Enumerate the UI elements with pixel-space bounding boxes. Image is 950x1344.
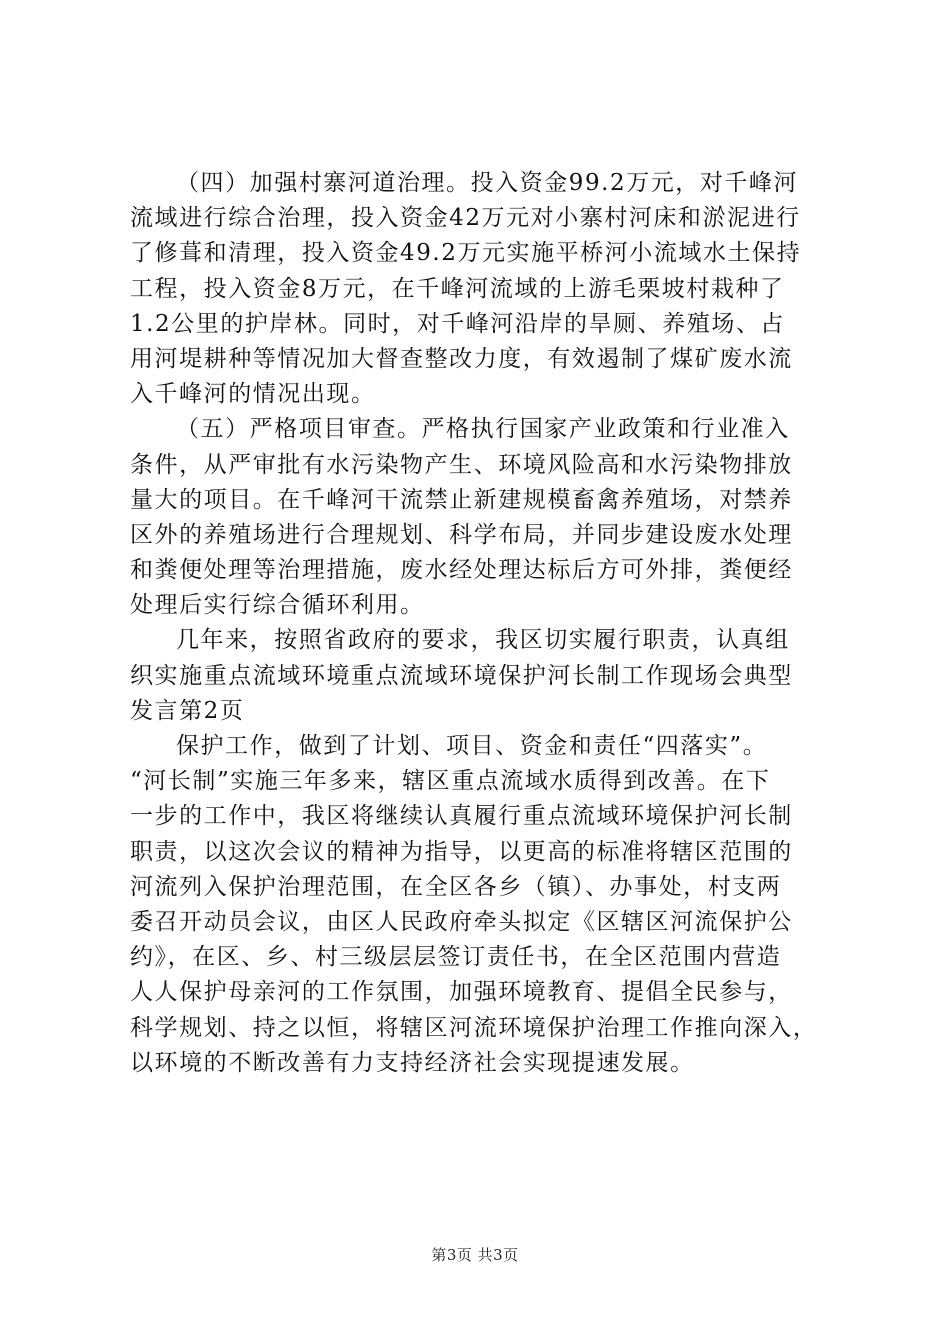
document-body (130, 166, 830, 1081)
paragraph-5-line: 区外的养殖场进行合理规划、科学布局，并同步建设废水处理 (130, 521, 793, 548)
paragraph-4-line: 1.2公里的护岸林。同时，对千峰河沿岸的旱厕、养殖场、占 (130, 310, 785, 337)
paragraph-4-line: 了修葺和清理，投入资金49.2万元实施平桥河小流域水土保持 (130, 240, 802, 267)
paragraph-4-line: 流域进行综合治理，投入资金42万元对小寨村河床和淤泥进行 (130, 205, 801, 232)
paragraph-conclusion-line: 约》，在区、乡、村三级层层签订责任书，在全区范围内营造 (130, 944, 782, 971)
paragraph-5-line: 量大的项目。在千峰河干流禁止新建规模畜禽养殖场，对禁养 (130, 486, 793, 513)
paragraph-conclusion-line: 科学规划、持之以恒，将辖区河流环境保护治理工作推向深入， (130, 1014, 818, 1041)
paragraph-conclusion-line: 职责，以这次会议的精神为指导，以更高的标准将辖区范围的 (130, 838, 793, 865)
paragraph-5-line: 条件，从严审批有水污染物产生、环境风险高和水污染物排放 (130, 451, 793, 478)
paragraph-4-line: 入千峰河的情况出现。 (130, 381, 376, 408)
paragraph-conclusion-line: 人人保护母亲河的工作氛围，加强环境教育、提倡全民参与， (130, 979, 793, 1006)
paragraph-conclusion-line: 河流列入保护治理范围，在全区各乡（镇）、办事处，村支两 (130, 873, 782, 900)
paragraph-summary-line: 几年来，按照省政府的要求，我区切实履行职责，认真组 (176, 627, 790, 654)
paragraph-4-line: （四）加强村寨河道治理。投入资金99.2万元，对千峰河 (176, 170, 799, 196)
paragraph-conclusion-line: 保护工作，做到了计划、项目、资金和责任“四落实”。 (176, 733, 768, 759)
paragraph-4-line: 工程，投入资金8万元，在千峰河流域的上游毛栗坡村栽种了 (130, 275, 785, 302)
paragraph-5-line: （五）严格项目审查。严格执行国家产业政策和行业准入 (176, 416, 790, 443)
paragraph-4-line: 用河堤耕种等情况加大督查整改力度，有效遏制了煤矿废水流 (130, 345, 793, 372)
page-break-label: 发言第2页 (130, 697, 245, 724)
paragraph-summary-line: 织实施重点流域环境重点流域环境保护河长制工作现场会典型 (130, 662, 793, 689)
paragraph-conclusion-line: 以环境的不断改善有力支持经济社会实现提速发展。 (130, 1049, 695, 1076)
paragraph-5-line: 处理后实行综合循环利用。 (130, 592, 425, 619)
paragraph-5-line: 和粪便处理等治理措施，废水经处理达标后方可外排，粪便经 (130, 557, 793, 584)
paragraph-conclusion-line: “河长制”实施三年多来，辖区重点流域水质得到改善。在下 (130, 768, 771, 795)
page-footer: 第3页 共3页 (431, 1246, 519, 1264)
paragraph-conclusion-line: 一步的工作中，我区将继续认真履行重点流域环境保护河长制 (130, 803, 793, 830)
paragraph-conclusion-line: 委召开动员会议，由区人民政府牵头拟定《区辖区河流保护公 (130, 908, 793, 935)
